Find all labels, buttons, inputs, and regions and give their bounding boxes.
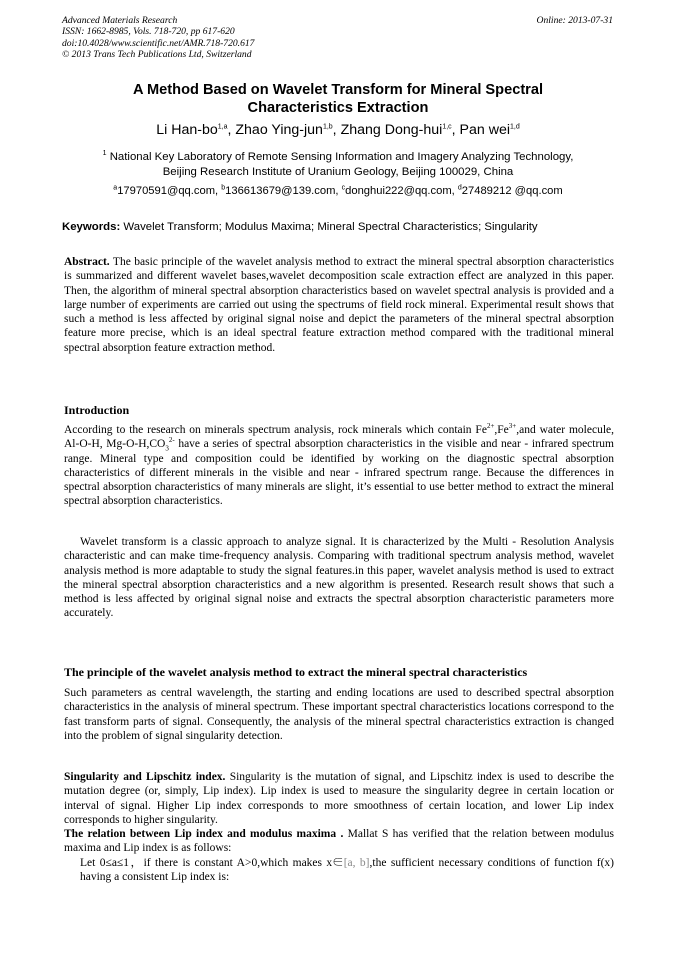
relation-paragraph [64,827,614,856]
issn-line: ISSN: 1662-8985, Vols. 718-720, pp 617-620 [62,26,235,38]
email-address: donghui222@qq.com [345,185,452,197]
email-sup: b [221,184,226,192]
email-sup: a [113,184,118,192]
author-affiliation-sup: 1,b [322,123,333,131]
author-name: Zhao Ying-jun [235,122,323,138]
abstract [64,255,614,355]
journal-header [62,15,482,61]
lip-condition-paragraph [64,856,614,885]
interval-text: [a, b] [343,857,370,869]
email-sup: c [341,184,346,192]
intro-text: ,Fe [494,424,509,436]
relation-label: The relation between Lip index and modulus maxima . [64,828,344,840]
introduction-paragraph-1 [64,423,614,509]
formula-sub: 3 [165,444,169,453]
paper-title [62,81,614,117]
principle-paragraph-1: Such parameters as central wavelength, the starting and ending locations are used to described spectral absorption characteristics in the analysis of mineral spectrum. These important spectral characteristics locations correspond to the fast transform parts of signal. Consequently, the analysis of the mineral spectral characteristics extraction is changed into the problem of signal singularity detection. [64,687,614,742]
introduction-heading: Introduction [64,403,130,417]
keywords [62,220,614,235]
abstract-text: The basic principle of the wavelet analysis method to extract the mineral spectral absorption characteristics is summarized and different wavelet bases,wavelet decomposition scale extraction effect are analyzed in this paper. Then, the algorithm of mineral spectral absorption characteristics based on wavelet spectral analysis is provided and a large number of experiments are carried out using the spectrums of field rock mineral. Experimental result shows that such a method is less affected by original signal noise and depict the parameters of the mineral spectral absorption feature more precise, which is an ideal spectral feature extraction method compared with the traditional mineral spectral absorption feature extraction method. [64,256,614,354]
intro-text: have a series of spectral absorption characteristics in the visible and near - infrared spectrum range. Mineral type and composition could be identified by working on the diagnostic spectral absorption characteristics of different minerals in the visible and near - infrared spectrum range. Because the differences in spectral absorption characteristics of many minerals are slight, it’s essential to use better method to extract the mineral spectral absorption characteristics. [64,438,614,508]
relation-text: Mallat S has verified that the relation between modulus maxima and Lip index is as follows: [64,828,614,855]
author-name: Zhang Dong-hui [340,122,443,138]
singularity-label: Singularity and Lipschitz index. [64,771,226,783]
charge-sup: 3+ [508,422,517,431]
intro-text: ,and water molecule, Al-O-H, Mg-O-H,CO [64,424,614,451]
keywords-text: Wavelet Transform; Modulus Maxima; Mineral Spectral Characteristics; Singularity [123,221,538,233]
doi-line: doi:10.4028/www.scientific.net/AMR.718-720.617 [62,37,255,49]
affiliation-line-1: National Key Laboratory of Remote Sensing Information and Imagery Analyzing Technology, [109,151,574,163]
singularity-text: Singularity is the mutation of signal, and Lipschitz index is used to describe the mutation degree (or, simply, Lip index). Lip index is used to measure the singularity degree in certain location or interval of signal. Higher Lip index corresponds to more smoothness of certain location, and lower Lip index corresponds to higher singularity. [64,771,614,826]
title-line-1: A Method Based on Wavelet Transform for Mineral Spectral [132,82,544,98]
title-line-2: Characteristics Extraction [247,100,429,116]
lip-condition-text: Let 0≤a≤1，if there is constant A>0,which makes x∈ [80,857,344,869]
author-affiliation-sup: 1,a [217,123,228,131]
email-address: 17970591@qq.com [117,185,216,197]
introduction-paragraph-2: Wavelet transform is a classic approach to analyze signal. It is characterized by the Multi - Resolution Analysis characteristic and can make time-frequency analysis. Comparing with traditional spectrum analysis method, wavelet analysis method is more adaptable to study the signal features.in this paper, wavelet analysis method is used to extract the mineral spectral absorption characteristics and a new algorithm is presented. Research result shows that such a method is less affected by original signal noise and extracts the spectral absorption characteristic parameters more accurately. [64,536,614,620]
author-affiliation-sup: 1,d [510,123,520,131]
email-address: 136613679@139.com [225,185,336,197]
lip-condition-text: ,the sufficient necessary conditions of function f(x) having a consistent Lip index is: [80,857,614,884]
journal-name: Advanced Materials Research [62,15,178,26]
author-affiliation-sup: 1,c [442,123,452,131]
email-sup: d [457,184,462,192]
principle-heading: The principle of the wavelet analysis method to extract the mineral spectral characteristics [64,665,528,679]
intro-text: According to the research on minerals spectrum analysis, rock minerals which contain Fe [64,424,487,436]
abstract-label: Abstract. [64,256,110,268]
singularity-paragraph [64,770,614,827]
affiliation-line-2: Beijing Research Institute of Uranium Geology, Beijing 100029, China [162,166,514,178]
copyright-line: © 2013 Trans Tech Publications Ltd, Switzerland [62,49,252,61]
email-list: $^a$17970591@qq.com, $^b$136613679@139.com, $^c$donghui222@qq.com, $^d$27489212 @qq.com [113,184,563,197]
author-list: Li Han-bo$^{1,a}$, Zhao Ying-jun$^{1,b}$, Zhang Dong-hui$^{1,c}$, Pan wei$^{1,d}$ [156,122,520,138]
charge-sup: 2- [168,436,175,445]
online-date: Online: 2013-07-31 [536,15,613,26]
charge-sup: 2+ [486,422,495,431]
affiliation [62,150,614,180]
author-name: Pan wei [459,122,511,138]
author-name: Li Han-bo [156,122,218,138]
keywords-label: Keywords: [62,221,121,233]
affiliation-sup: 1 [102,150,107,158]
email-address: 27489212 @qq.com [461,185,563,197]
